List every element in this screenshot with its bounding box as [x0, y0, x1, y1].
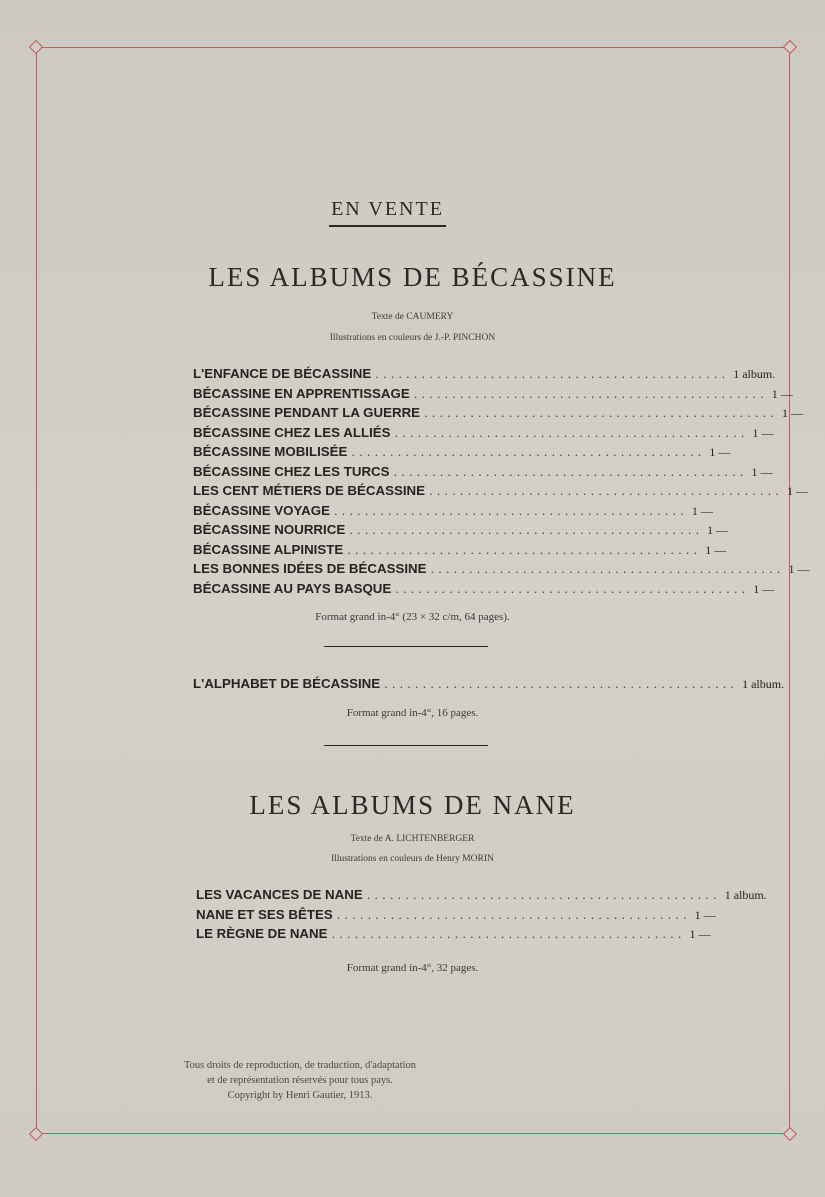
- dot-leader: ..............................................: [384, 676, 739, 691]
- corner-ornament-icon: [783, 1127, 797, 1141]
- album-row: [193, 502, 713, 523]
- album-qty: 1 —: [753, 581, 775, 596]
- album-name: BÉCASSINE NOURRICE: [193, 522, 346, 537]
- dot-leader: ..............................................: [413, 385, 768, 401]
- alphabet-format-note: Format grand in-4°, 16 pages.: [346, 707, 479, 719]
- album-name: L'ENFANCE DE BÉCASSINE: [193, 366, 372, 381]
- album-qty: 1 —: [689, 927, 711, 941]
- album-qty: 1 album.: [724, 888, 767, 902]
- album-qty: 1 album.: [742, 677, 785, 691]
- album-row: [193, 541, 727, 562]
- rights-line: Tous droits de reproduction, de traduction, d'adaptation: [183, 1060, 417, 1071]
- becassine-illustration-credit: Illustrations en couleurs de J.-P. PINCHON: [329, 333, 496, 343]
- en-vente-label: EN VENTE: [329, 198, 446, 227]
- corner-ornament-icon: [783, 40, 797, 54]
- becassine-title: LES ALBUMS DE BÉCASSINE: [208, 262, 617, 292]
- album-name: BÉCASSINE AU PAYS BASQUE: [193, 580, 392, 596]
- album-row: [196, 906, 716, 927]
- album-row: [193, 405, 804, 425]
- corner-ornament-icon: [29, 1127, 43, 1141]
- dot-leader: ..............................................: [336, 906, 691, 922]
- dot-leader: ..............................................: [429, 483, 783, 498]
- album-qty: 1 —: [751, 464, 773, 479]
- dot-leader: ..............................................: [351, 444, 706, 459]
- album-row: [193, 483, 808, 503]
- dot-leader: ..............................................: [395, 580, 750, 596]
- album-row: [193, 580, 775, 601]
- dot-leader: ..............................................: [347, 541, 702, 557]
- album-row: [193, 522, 729, 542]
- album-row: [193, 561, 810, 581]
- album-row: [193, 424, 774, 445]
- album-name: L'ALPHABET DE BÉCASSINE: [193, 676, 381, 691]
- rights-notice: [140, 1058, 460, 1103]
- album-row: [196, 926, 711, 946]
- album-name: LES BONNES IDÉES DE BÉCASSINE: [193, 561, 427, 576]
- album-name: LE RÈGNE DE NANE: [196, 926, 328, 941]
- nane-text-credit: Texte de A. LICHTENBERGER: [350, 834, 475, 844]
- dot-leader: ..............................................: [366, 887, 721, 902]
- dot-leader: ..............................................: [424, 405, 779, 420]
- album-row: [193, 676, 785, 696]
- album-row: [193, 463, 773, 484]
- album-row: [196, 887, 767, 907]
- en-vente-heading: [0, 198, 825, 227]
- dot-leader: ..............................................: [430, 561, 785, 576]
- divider-rule: [324, 745, 488, 746]
- album-qty: 1 —: [752, 425, 774, 440]
- album-row: [193, 366, 776, 386]
- rights-line: et de représentation réservés pour tous pays.: [207, 1075, 393, 1086]
- corner-ornament-icon: [29, 40, 43, 54]
- album-name: BÉCASSINE CHEZ LES TURCS: [193, 463, 390, 479]
- album-name: LES VACANCES DE NANE: [196, 887, 363, 902]
- dot-leader: ..............................................: [393, 463, 748, 479]
- becassine-album-list: [193, 366, 810, 600]
- dot-leader: ..............................................: [349, 522, 704, 537]
- dot-leader: ..............................................: [375, 366, 730, 381]
- album-name: NANE ET SES BÊTES: [196, 906, 333, 922]
- nane-album-list: [196, 887, 767, 946]
- album-qty: 1 —: [788, 562, 810, 576]
- dot-leader: ..............................................: [333, 502, 688, 518]
- album-qty: 1 —: [782, 406, 804, 420]
- album-qty: 1 album.: [733, 367, 776, 381]
- alphabet-list: [193, 676, 785, 696]
- nane-format-note: Format grand in-4°, 32 pages.: [346, 962, 479, 974]
- album-qty: 1 —: [707, 523, 729, 537]
- album-name: BÉCASSINE PENDANT LA GUERRE: [193, 405, 421, 420]
- dot-leader: ..............................................: [331, 926, 686, 941]
- album-name: LES CENT MÉTIERS DE BÉCASSINE: [193, 483, 425, 498]
- becassine-text-credit: Texte de CAUMERY: [371, 312, 454, 322]
- album-name: BÉCASSINE ALPINISTE: [193, 541, 344, 557]
- dot-leader: ..............................................: [394, 424, 749, 440]
- nane-title: LES ALBUMS DE NANE: [249, 790, 576, 820]
- album-qty: 1 —: [694, 907, 716, 922]
- divider-rule: [324, 646, 488, 647]
- album-qty: 1 —: [709, 445, 731, 459]
- becassine-format-note: Format grand in-4° (23 × 32 c/m, 64 pages).: [315, 611, 510, 623]
- nane-illustration-credit: Illustrations en couleurs de Henry MORIN: [331, 854, 494, 864]
- album-row: [193, 385, 793, 406]
- album-qty: 1 —: [691, 503, 713, 518]
- album-name: BÉCASSINE MOBILISÉE: [193, 444, 348, 459]
- album-qty: 1 —: [771, 386, 793, 401]
- album-row: [193, 444, 731, 464]
- album-name: BÉCASSINE CHEZ LES ALLIÉS: [193, 424, 391, 440]
- album-qty: 1 —: [705, 542, 727, 557]
- album-name: BÉCASSINE VOYAGE: [193, 502, 330, 518]
- album-name: BÉCASSINE EN APPRENTISSAGE: [193, 385, 410, 401]
- album-qty: 1 —: [786, 484, 808, 498]
- copyright-line: Copyright by Henri Gautier, 1913.: [227, 1090, 373, 1101]
